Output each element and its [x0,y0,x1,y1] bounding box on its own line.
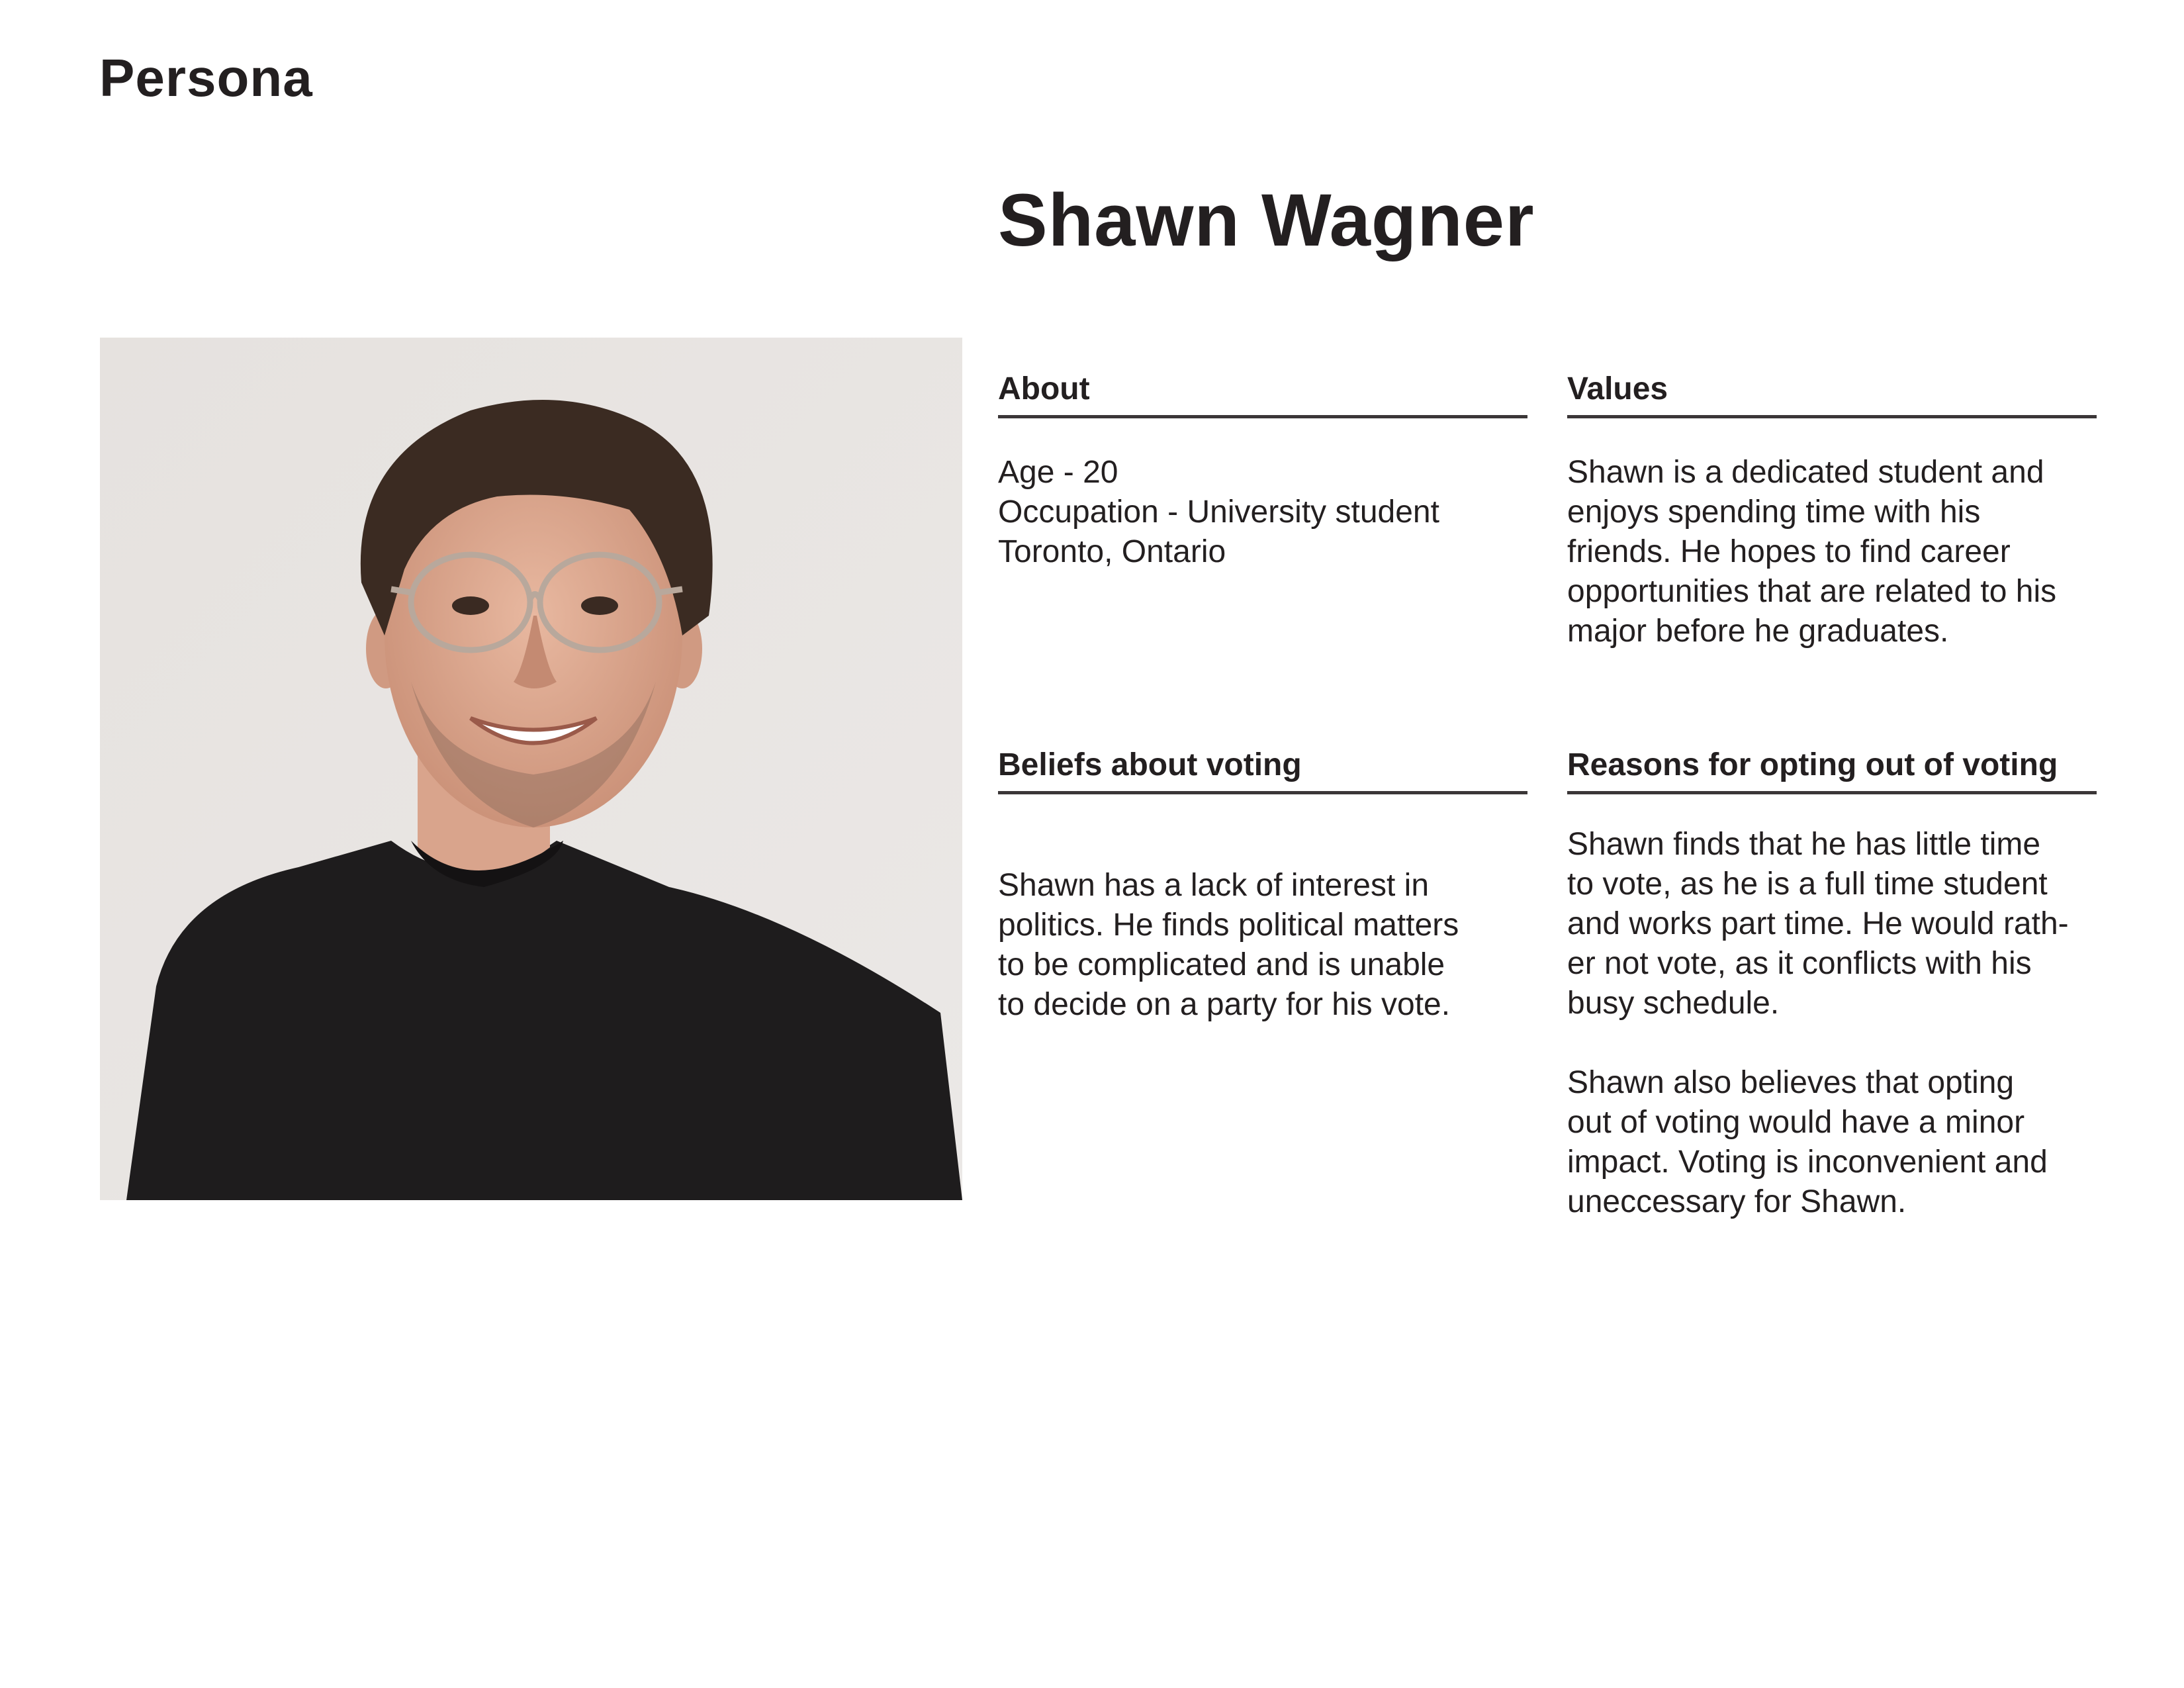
beliefs-text [998,866,1527,1025]
about-occupation: Occupation - University student [998,494,1439,530]
section-heading-reasons: Reasons for opting out of voting [1567,748,2097,794]
values-line: opportunities that are related to his [1567,573,2057,609]
values-line: enjoys spending time with his [1567,494,1981,530]
beliefs-line: to be complicated and is unable [998,947,1445,982]
beliefs-line: Shawn has a lack of interest in [998,867,1430,903]
about-details [998,453,1527,572]
paragraph-spacer [1567,1023,2097,1063]
values-line: friends. He hopes to find career [1567,534,2011,569]
beliefs-line: politics. He finds political matters [998,907,1459,943]
persona-name: Shawn Wagner [998,179,1535,261]
values-line: Shawn is a dedicated student and [1567,454,2044,490]
section-about [998,372,1527,572]
reasons-line: to vote, as he is a full time student [1567,866,2048,902]
section-reasons-opting-out [1567,748,2097,1222]
reasons-line: busy schedule. [1567,985,1780,1021]
section-values [1567,372,2097,651]
values-line: major before he graduates. [1567,613,1949,649]
about-age: Age - 20 [998,454,1118,490]
section-heading-beliefs: Beliefs about voting [998,748,1527,794]
beliefs-line: to decide on a party for his vote. [998,986,1451,1022]
persona-photo [100,338,962,1200]
reasons-text [1567,825,2097,1222]
values-text [1567,453,2097,651]
section-beliefs-about-voting [998,748,1527,1025]
reasons-line: Shawn finds that he has little time [1567,826,2041,862]
reasons-line: out of voting would have a minor [1567,1104,2025,1140]
section-heading-values: Values [1567,372,2097,418]
reasons-line: and works part time. He would rath- [1567,906,2069,941]
reasons-line: uneccessary for Shawn. [1567,1184,1907,1219]
reasons-line: er not vote, as it conflicts with his [1567,945,2032,981]
reasons-line: impact. Voting is inconvenient and [1567,1144,2048,1180]
about-location: Toronto, Ontario [998,534,1226,569]
page-label: Persona [99,48,313,107]
section-heading-about: About [998,372,1527,418]
reasons-line: Shawn also believes that opting [1567,1064,2015,1100]
